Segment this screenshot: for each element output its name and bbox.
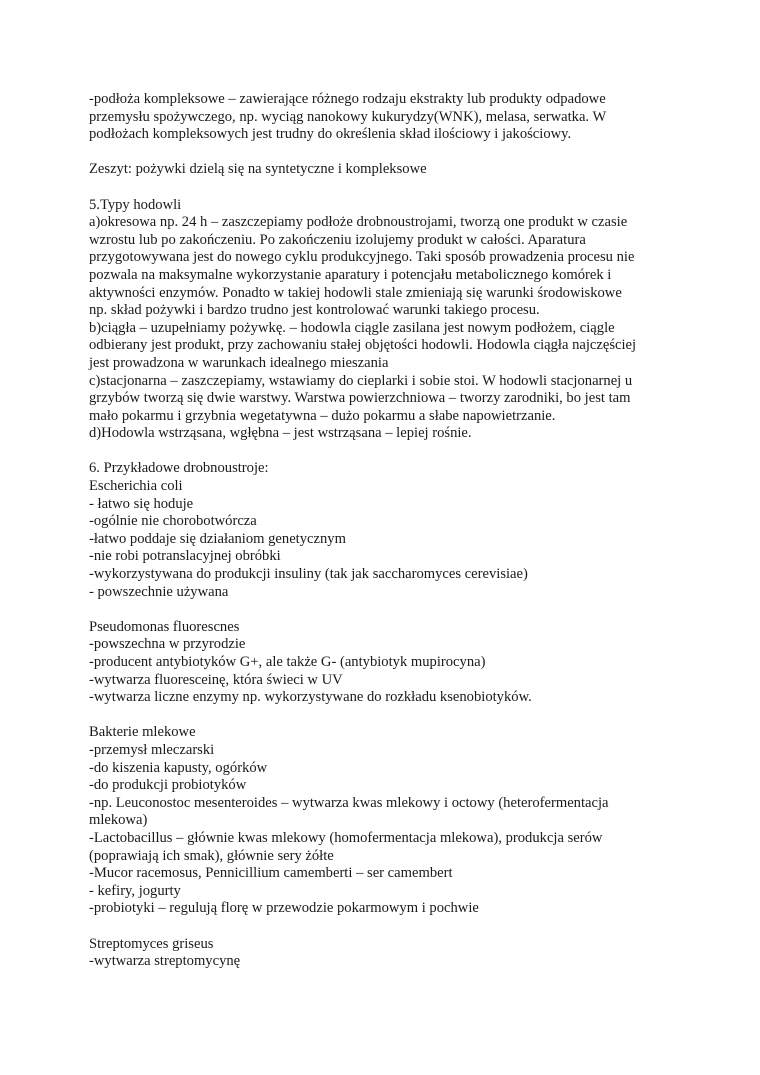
text-line: aktywności enzymów. Ponadto w takiej hodowli stale zmieniają się warunki środowiskowe [89,284,622,301]
text-line: - powszechnie używana [89,583,229,600]
text-line: Escherichia coli [89,478,183,495]
text-line: b)ciągła – uzupełniamy pożywkę. – hodowla ciągle zasilana jest nowym podłożem, ciągle [89,319,615,336]
text-line: -wytwarza streptomycynę [89,953,241,970]
text-line: Streptomyces griseus [89,935,214,952]
text-line: (poprawiają ich smak), głównie sery żółte [89,847,334,864]
text-line: - kefiry, jogurty [89,882,181,899]
text-line: d)Hodowla wstrząsana, wgłębna – jest wstrząsana – lepiej rośnie. [89,425,472,442]
text-line: -probiotyki – regulują florę w przewodzie pokarmowym i pochwie [89,900,479,917]
text-line: -Lactobacillus – głównie kwas mlekowy (homofermentacja mlekowa), produkcja serów [89,829,603,846]
text-line: 6. Przykładowe drobnoustroje: [89,460,269,477]
text-line: -do kiszenia kapusty, ogórków [89,759,268,776]
text-line: 5.Typy hodowli [89,196,182,213]
text-line: np. skład pożywki i bardzo trudno jest kontrolować warunki takiego procesu. [89,302,540,319]
text-line: Bakterie mlekowe [89,724,196,741]
text-line: wzrostu lub po zakończeniu. Po zakończeniu izolujemy produkt w całości. Aparatura [89,231,586,248]
text-line: c)stacjonarna – zaszczepiamy, wstawiamy do cieplarki i sobie stoi. W hodowli stacjonarnej u [89,372,633,389]
blank-line [89,601,679,619]
text-line: -np. Leuconostoc mesenteroides – wytwarza kwas mlekowy i octowy (heterofermentacja [89,794,609,811]
text-line: -ogólnie nie chorobotwórcza [89,513,257,530]
text-line: odbierany jest produkt, przy zachowaniu stałej objętości hodowli. Hodowla ciągła najczęściej [89,337,637,354]
text-line: mało pokarmu i grzybnia wegetatywna – dużo pokarmu a słabe napowietrzanie. [89,407,556,424]
document-page [89,91,679,971]
text-line: podłożach kompleksowych jest trudny do określenia skład ilościowy i jakościowy. [89,126,572,143]
text-line: -powszechna w przyrodzie [89,636,246,653]
text-line: -wytwarza fluoresceinę, która świeci w UV [89,671,343,688]
text-line: -producent antybiotyków G+, ale także G- (antybiotyk mupirocyna) [89,654,486,670]
text-line: a)okresowa np. 24 h – zaszczepiamy podłoże drobnoustrojami, tworzą one produkt w czasie [89,214,628,231]
text-line: -przemysł mleczarski [89,741,215,758]
text-line: -podłoża kompleksowe – zawierające różnego rodzaju ekstrakty lub produkty odpadowe [89,91,606,107]
text-line: Pseudomonas fluorescnes [89,618,240,635]
blank-line [89,443,679,461]
text-line: Zeszyt: pożywki dzielą się na syntetyczne i kompleksowe [89,161,427,178]
text-line: -łatwo poddaje się działaniom genetycznym [89,530,346,547]
text-line: -Mucor racemosus, Pennicillium camemberti – ser camembert [89,865,453,882]
blank-line [89,707,679,725]
text-line: -nie robi potranslacyjnej obróbki [89,548,281,565]
blank-line [89,144,679,162]
blank-line [89,179,679,197]
text-line: - łatwo się hoduje [89,495,194,512]
text-line: pozwala na maksymalne wykorzystanie aparatury i potencjału metabolicznego komórek i [89,266,612,283]
text-line: mlekowa) [89,812,148,829]
text-line: -wytwarza liczne enzymy np. wykorzystywane do rozkładu ksenobiotyków. [89,689,532,706]
blank-line [89,918,679,936]
text-line: przemysłu spożywczego, np. wyciąg nanokowy kukurydzy(WNK), melasa, serwatka. W [89,108,607,125]
text-line: -wykorzystywana do produkcji insuliny (tak jak saccharomyces cerevisiae) [89,566,528,583]
text-line: przygotowywana jest do nowego cyklu produkcyjnego. Taki sposób prowadzenia procesu nie [89,249,635,266]
text-line: grzybów tworzą się dwie warstwy. Warstwa powierzchniowa – tworzy zarodniki, bo jest tam [89,390,631,407]
text-line: -do produkcji probiotyków [89,777,247,794]
text-line: jest prowadzona w warunkach idealnego mieszania [89,354,389,371]
